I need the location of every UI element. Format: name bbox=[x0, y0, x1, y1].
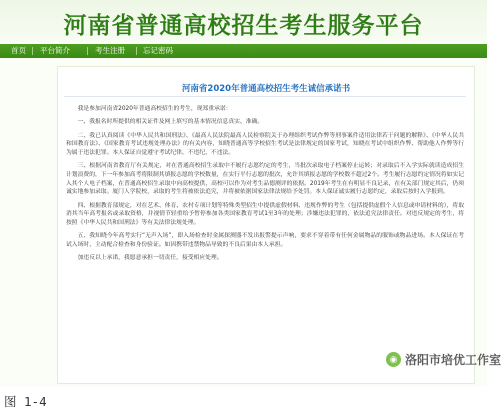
nav-platform-intro-link[interactable]: 平台简介 bbox=[40, 46, 70, 55]
watermark bbox=[386, 351, 501, 368]
pledge-title: 河南省2020年普通高校招生考生诚信承诺书 bbox=[181, 84, 351, 94]
figure-caption: 图 1-4 bbox=[4, 394, 47, 409]
nav-separator bbox=[136, 47, 137, 55]
pledge-panel bbox=[57, 66, 475, 384]
watermark-text: 洛阳市培优工作室 bbox=[405, 353, 501, 367]
nav-student-register-link[interactable]: 考生注册 bbox=[95, 46, 125, 55]
title-divider bbox=[64, 96, 466, 97]
nav-separator bbox=[32, 47, 33, 55]
pledge-paragraph: 四、根据教育部规定，对在艺术、体育、农村专项计划等特殊类型招生中提供虚假材料、违规作弊的考生（包括提供虚假个人信息或申请材料的），将取消其当年高考报名或录取资格，并视情节轻重给予暂停参加各类国家教育考试1至3年的处理；涉嫌违法犯罪的，依法追究法律责任。对违反规定的考生，将按照《中华人民共和国刑法》等有关法律法规处理。 bbox=[66, 202, 464, 226]
pledge-body bbox=[66, 105, 464, 267]
nav-home-link[interactable]: 首页 bbox=[11, 46, 26, 55]
pledge-paragraph: 加违反以上承诺，我愿意承担一切责任，接受相应处理。 bbox=[77, 255, 223, 262]
pledge-paragraph: 我是参加河南省2020年普通高校招生的考生，现郑重承诺： bbox=[77, 106, 232, 112]
main-navbar bbox=[0, 44, 487, 58]
nav-forgot-password-link[interactable]: 忘记密码 bbox=[143, 46, 173, 55]
nav-separator bbox=[87, 47, 88, 55]
site-title: 河南省普通高校招生考生服务平台 bbox=[63, 13, 424, 39]
pledge-paragraph: 五、我知晓今年高考实行“无声入场”，即入场检查时金属探测器不发出报警提示声响，要求不穿着带有任何金属物品的服饰或物品进场。本人保证在考试入场时，主动配合检查和身份验证。如因携带违禁物品导致的不良后果由本人承担。 bbox=[66, 233, 464, 248]
pledge-paragraph: 三、根据河南省教育厅有关规定，对在普通高校招生录取中不履行志愿约定的考生，当批次录取电子档案停止运转；对录取后不入学实际就读造成招生计划浪费的，下一年参加高考将限制其填报志愿的学校数量，在实行平行志愿的批次，允许其填报志愿的学校数不超过2个。考生履行志愿约定情况将如实记入其个人电子档案，在普通高校招生录取中向高校提供，高校可以作为对考生品德测评的依据。2019年考生在有明显不良记录，在有关部门规定其后，仍须诚实地参加录取。厦门人学院校，录取的考生将被依法追究，并将被依据国家法律法规给予处罚。本人保证诚实履行志愿约定，录取后按时入学报到。 bbox=[66, 163, 464, 196]
site-banner bbox=[0, 0, 487, 42]
pledge-paragraph: 一、我报名时所提供的相关证件及网上填写的基本情况信息真实、准确。 bbox=[77, 119, 264, 126]
pledge-paragraph: 二、我已认真阅读《中华人民共和国刑法》、《最高人民法院最高人民检察院关于办理组织考试作弊等刑事案件适用法律若干问题的解释》、《中华人民共和国教育法》、《国家教育考试违规处理办法》的有关内容，知晓普通高等学校招生考试是法律规定的国家考试，知晓在考试中组织作弊、帮助他人作弊等行为属于违法犯罪。本人保证自觉遵守考试纪律，不违纪、不违法。 bbox=[66, 132, 464, 156]
wechat-logo-icon: ◉ bbox=[386, 352, 401, 367]
